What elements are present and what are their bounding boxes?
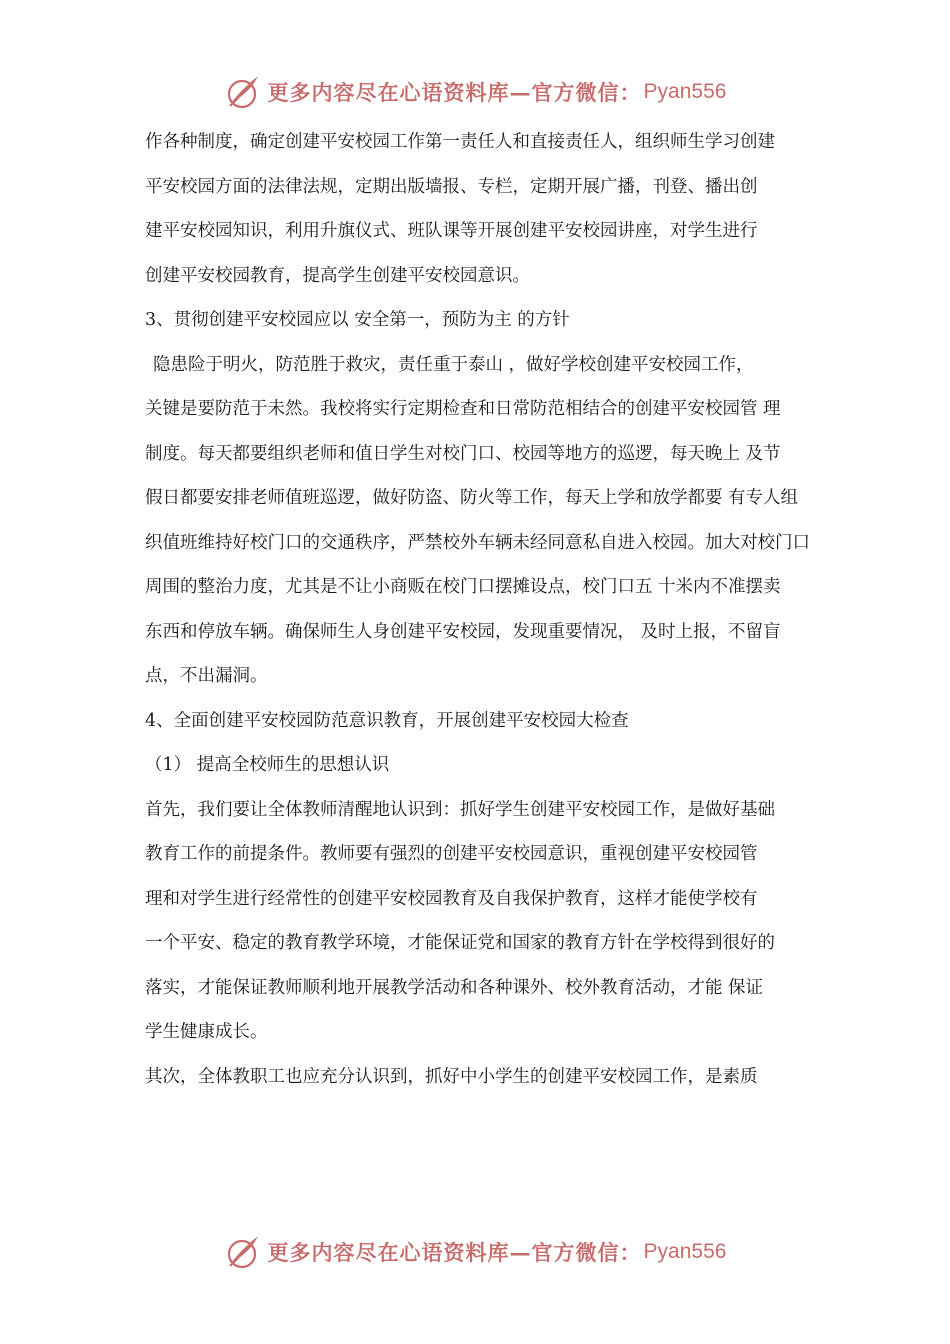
text-line: 首先，我们要让全体教师清醒地认识到：抓好学生创建平安校园工作，是做好基础 bbox=[145, 799, 775, 820]
quill-pen-logo-icon bbox=[224, 72, 264, 112]
text-line: 制度。每天都要组织老师和值日学生对校门口、校园等地方的巡逻，每天晚上 及节 bbox=[145, 443, 781, 464]
text-line: 其次，全体教职工也应充分认识到，抓好中小学生的创建平安校园工作，是素质 bbox=[145, 1066, 758, 1087]
header-banner bbox=[0, 70, 950, 114]
header-banner-text: 更多内容尽在心语资料库—官方微信： bbox=[267, 80, 642, 105]
header-banner-wechat-id: Pyan556 bbox=[643, 80, 727, 103]
text-line: 学生健康成长。 bbox=[145, 1022, 268, 1042]
text-line: 一个平安、稳定的教育教学环境，才能保证党和国家的教育方针在学校得到很好的 bbox=[145, 933, 775, 953]
text-line: 建平安校园知识，利用升旗仪式、班队课等开展创建平安校园讲座，对学生进行 bbox=[145, 221, 758, 241]
document-body bbox=[145, 120, 835, 1099]
text-line: 假日都要安排老师值班巡逻，做好防盗、防火等工作，每天上学和放学都要 有专人组 bbox=[145, 488, 799, 508]
section-heading-4: 4、全面创建平安校园防范意识教育，开展创建平安校园大检查 bbox=[145, 710, 629, 731]
text-line: 隐患险于明火，防范胜于救灾，责任重于泰山 ，做好学校创建平安校园工作， bbox=[153, 354, 754, 375]
text-line: 平安校园方面的法律法规，定期出版墙报、专栏，定期开展广播，刊登、播出创 bbox=[145, 176, 758, 197]
subsection-heading-1: （1） 提高全校师生的思想认识 bbox=[145, 755, 390, 775]
footer-banner-wechat-id: Pyan556 bbox=[643, 1240, 727, 1263]
footer-banner-text: 更多内容尽在心语资料库—官方微信： bbox=[267, 1240, 642, 1265]
footer-banner bbox=[0, 1230, 950, 1274]
text-line: 落实，才能保证教师顺利地开展教学活动和各种课外、校外教育活动，才能 保证 bbox=[145, 977, 764, 998]
text-line: 理和对学生进行经常性的创建平安校园教育及自我保护教育，这样才能使学校有 bbox=[145, 888, 758, 909]
section-heading-3: 3、贯彻创建平安校园应以 安全第一，预防为主 的方针 bbox=[145, 310, 570, 330]
text-line: 周围的整治力度，尤其是不让小商贩在校门口摆摊设点，校门口五 十米内不准摆卖 bbox=[145, 577, 781, 597]
text-line: 教育工作的前提条件。教师要有强烈的创建平安校园意识，重视创建平安校园管 bbox=[145, 844, 758, 864]
text-line: 东西和停放车辆。确保师生人身创建平安校园，发现重要情况， 及时上报，不留盲 bbox=[145, 621, 781, 642]
text-line: 织值班维持好校门口的交通秩序，严禁校外车辆未经同意私自进入校园。加大对校门口 bbox=[145, 532, 810, 553]
text-line: 创建平安校园教育，提高学生创建平安校园意识。 bbox=[145, 265, 530, 286]
quill-pen-logo-icon bbox=[224, 1232, 264, 1272]
text-line: 关键是要防范于未然。我校将实行定期检查和日常防范相结合的创建平安校园管 理 bbox=[145, 399, 781, 419]
text-line: 作各种制度，确定创建平安校园工作第一责任人和直接责任人，组织师生学习创建 bbox=[145, 132, 775, 152]
text-line: 点，不出漏洞。 bbox=[145, 666, 268, 686]
